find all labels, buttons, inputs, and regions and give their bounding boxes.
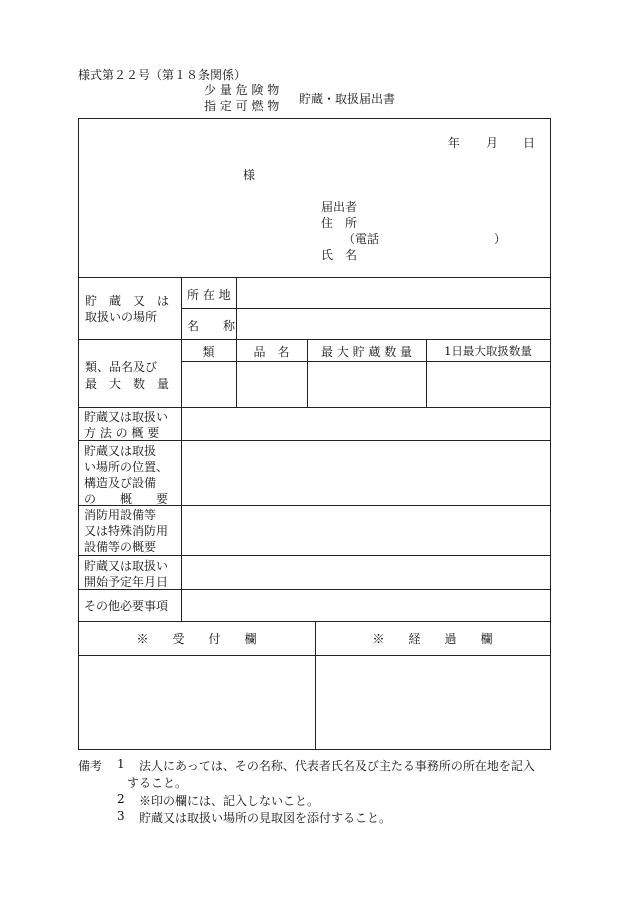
column-header-max-storage: 最 大 貯 蔵 数 量 <box>320 345 413 359</box>
name-label: 氏 名 <box>321 248 358 262</box>
note-1-text: 法人にあっては、その名称、代表者氏名及び主たる事務所の所在地を記入 <box>139 759 535 773</box>
note-3-number: 3 <box>117 809 125 823</box>
column-header-daily-max: 1日最大取扱数量 <box>444 344 532 358</box>
structure-label-3: 構造及び設備 <box>84 476 157 490</box>
method-label-2: 方 法 の 概 要 <box>84 426 160 440</box>
date-month-label: 月 <box>486 136 499 150</box>
title-stack-line-1: 少 量 危 険 物 <box>204 83 280 97</box>
phone-close: ） <box>494 232 507 246</box>
note-1-number: 1 <box>117 757 125 771</box>
column-header-class: 類 <box>202 345 215 359</box>
date-day-label: 日 <box>523 136 536 150</box>
other-label: その他必要事項 <box>84 599 169 613</box>
addressee-suffix: 様 <box>243 168 256 182</box>
note-1-text-continued: すること。 <box>127 776 188 790</box>
location-group-label-1: 貯 蔵 又 は <box>85 294 170 308</box>
note-2-number: 2 <box>117 792 125 806</box>
quantity-group-label-1: 類、品名及び <box>85 360 158 374</box>
fire-equipment-label-2: 又は特殊消防用 <box>84 524 169 538</box>
notifier-label: 届出者 <box>321 200 358 214</box>
fire-equipment-label-3: 設備等の概要 <box>84 540 157 554</box>
form-number: 様式第２２号（第１８条関係） <box>78 68 247 82</box>
column-header-item-name: 品 名 <box>253 345 290 359</box>
method-label-1: 貯蔵又は取扱い <box>84 410 169 424</box>
date-year-label: 年 <box>448 136 461 150</box>
form-title: 貯蔵・取扱届出書 <box>299 92 396 106</box>
title-stack-line-2: 指 定 可 燃 物 <box>204 99 280 113</box>
location-group-label-2: 取扱いの場所 <box>85 310 158 324</box>
note-3-text: 貯蔵又は取扱い場所の見取図を添付すること。 <box>139 811 392 825</box>
fire-equipment-label-1: 消防用設備等 <box>84 508 157 522</box>
address-label: 住 所 <box>321 216 358 230</box>
structure-label-2: い場所の位置、 <box>84 460 169 474</box>
structure-label-4: の 概 要 <box>84 492 169 506</box>
start-date-label-2: 開始予定年月日 <box>84 575 169 589</box>
progress-header: ※ 経 過 欄 <box>372 632 493 646</box>
location-name-label: 名 称 <box>187 319 236 333</box>
reception-header: ※ 受 付 欄 <box>136 632 257 646</box>
location-address-label: 所 在 地 <box>187 288 231 302</box>
structure-label-1: 貯蔵又は取扱 <box>84 444 157 458</box>
phone-label: （電話 <box>343 232 380 246</box>
notes-label: 備考 <box>78 759 103 773</box>
note-2-text: ※印の欄には、記入しないこと。 <box>139 794 320 808</box>
start-date-label-1: 貯蔵又は取扱い <box>84 559 169 573</box>
quantity-group-label-2: 最 大 数 量 <box>85 377 170 391</box>
